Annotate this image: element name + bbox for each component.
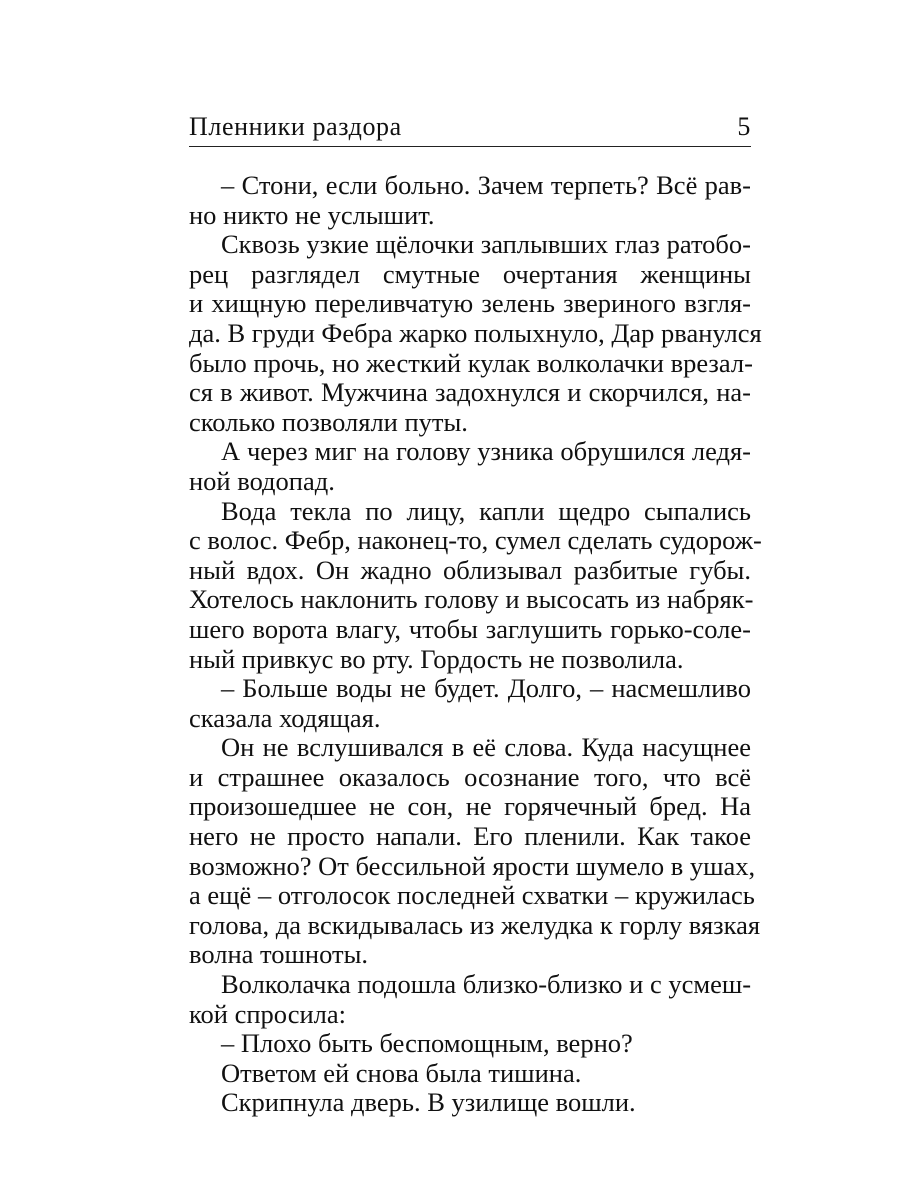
text-line: голова, да вскидывалась из желудка к горлу вязкая xyxy=(189,909,761,940)
text-line: шего ворота влагу, чтобы заглушить горько-соле- xyxy=(189,613,751,644)
text-line: него не просто напали. Его пленили. Как такое xyxy=(189,821,751,852)
text-line: Вода текла по лицу, капли щедро сыпались xyxy=(221,495,751,526)
text-line: Волколачка подошла близко-близко и с усмеш- xyxy=(221,969,752,1000)
text-line: было прочь, но жесткий кулак волколачки врезал- xyxy=(189,347,753,378)
text-line: рец разглядел смутные очертания женщины xyxy=(189,258,751,289)
book-title: Пленники раздора xyxy=(189,112,402,141)
text-line: – Стони, если больно. Зачем терпеть? Всё рав- xyxy=(221,170,751,200)
text-line: да. В груди Фебра жарко полыхнуло, Дар рванулся xyxy=(189,317,762,348)
text-line: ный привкус во рту. Гордость не позволила. xyxy=(189,643,684,674)
text-line: волна тошноты. xyxy=(189,939,369,970)
text-line: Скрипнула дверь. В узилище вошли. xyxy=(221,1087,636,1118)
text-line: Хотелось наклонить голову и высосать из набряк- xyxy=(189,584,754,615)
text-line: Ответом ей снова была тишина. xyxy=(221,1057,582,1088)
running-header xyxy=(189,112,751,147)
text-line: а ещё – отголосок последней схватки – кружилась xyxy=(189,880,755,911)
text-line: кой спросила: xyxy=(189,998,346,1029)
text-line: произошедшее не сон, не горячечный бред. На xyxy=(189,791,751,822)
text-line: сказала ходящая. xyxy=(189,702,381,733)
text-line: А через миг на голову узника обрушился ледя- xyxy=(221,436,751,467)
text-line: Он не вслушивался в её слова. Куда насущнее xyxy=(221,732,751,763)
text-line: ной водопад. xyxy=(189,465,335,496)
text-line: – Больше воды не будет. Долго, – насмешливо xyxy=(221,673,751,704)
text-line: ся в живот. Мужчина задохнулся и скорчился, на- xyxy=(189,377,751,408)
text-line: ный вдох. Он жадно облизывал разбитые губы. xyxy=(189,554,751,585)
text-line: и страшнее оказалось осознание того, что всё xyxy=(189,761,751,792)
text-line: – Плохо быть беспомощным, верно? xyxy=(221,1028,633,1059)
text-line: но никто не услышит. xyxy=(189,199,435,230)
body-text xyxy=(189,170,762,1118)
text-line: сколько позволяли путы. xyxy=(189,406,468,437)
text-line: Сквозь узкие щёлочки заплывших глаз ратобо- xyxy=(221,229,751,260)
page-number: 5 xyxy=(737,112,751,141)
book-page xyxy=(189,112,762,1118)
text-line: и хищную переливчатую зелень звериного взгля- xyxy=(189,288,751,319)
text-line: возможно? От бессильной ярости шумело в ушах, xyxy=(189,850,756,881)
text-line: с волос. Фебр, наконец-то, сумел сделать судорож- xyxy=(189,525,762,556)
